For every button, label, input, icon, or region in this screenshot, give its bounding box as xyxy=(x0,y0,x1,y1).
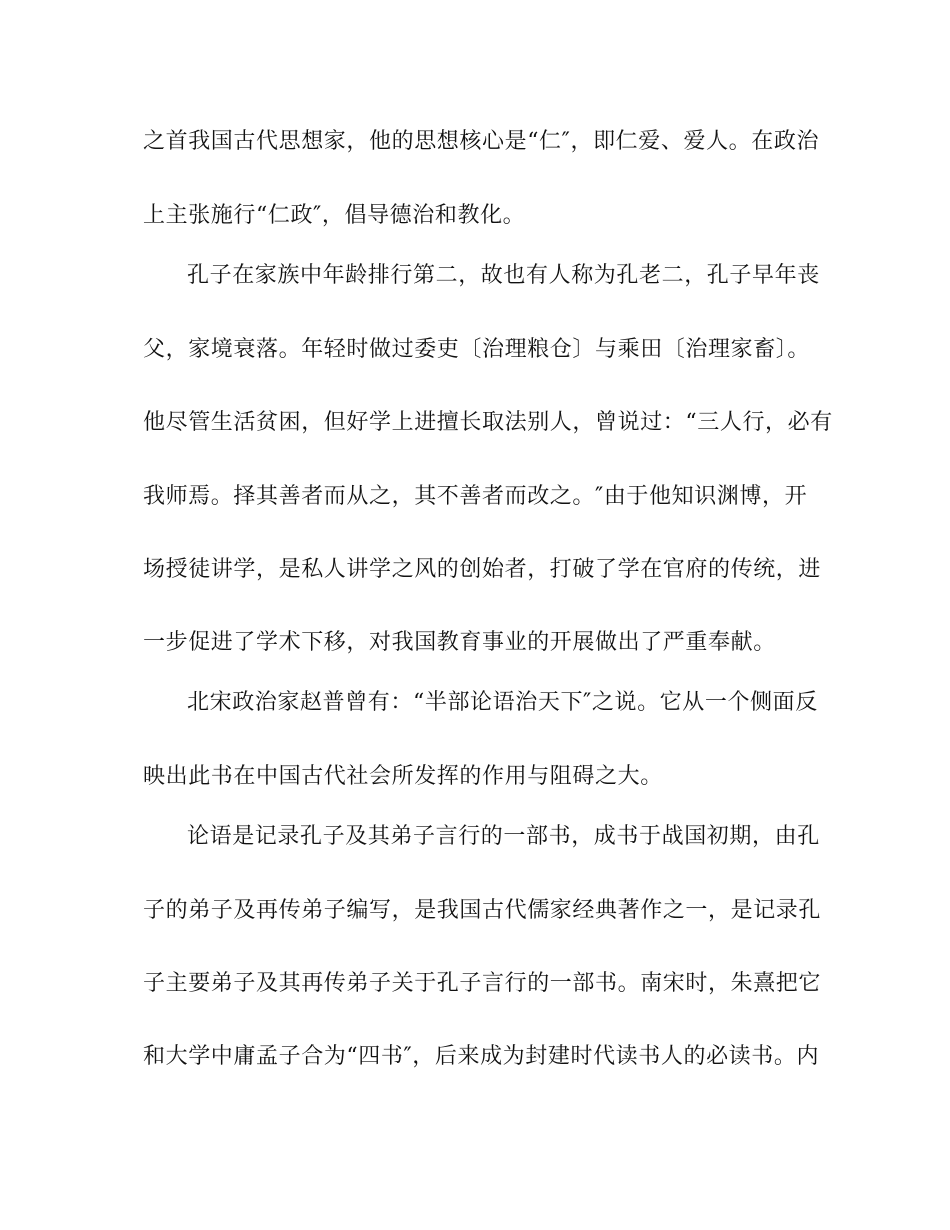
text-line: 我师焉。择其善者而从之，其不善者而改之。″由于他知识渊博，开 xyxy=(143,484,808,509)
text-line: 子的弟子及再传弟子编写，是我国古代儒家经典著作之一，是记录孔 xyxy=(143,898,822,923)
text-line: 一步促进了学术下移，对我国教育事业的开展做出了严重奉献。 xyxy=(143,630,776,655)
paragraph-start-line: 北宋政治家赵普曾有：“半部论语治天下″之说。它从一个侧面反 xyxy=(187,690,818,715)
text-line: 和大学中庸孟子合为“四书″，后来成为封建时代读书人的必读书。内 xyxy=(143,1044,820,1069)
text-line: 子主要弟子及其再传弟子关于孔子言行的一部书。南宋时，朱熹把它 xyxy=(143,971,822,996)
paragraph-start-line: 论语是记录孔子及其弟子言行的一部书，成书于战国初期，由孔 xyxy=(187,824,820,849)
text-line: 父，家境衰落。年轻时做过委吏〔治理粮仓〕与乘田〔治理家畜〕。 xyxy=(143,337,811,362)
text-line: 映出此书在中国古代社会所发挥的作用与阻碍之大。 xyxy=(143,764,663,789)
text-line: 之首我国古代思想家，他的思想核心是“仁″，即仁爱、爱人。在政治 xyxy=(143,129,820,154)
text-line: 场授徒讲学，是私人讲学之风的创始者，打破了学在官府的传统，进 xyxy=(143,557,822,582)
text-line: 上主张施行“仁政″，倡导德治和教化。 xyxy=(143,203,526,228)
text-line: 他尽管生活贫困，但好学上进擅长取法别人，曾说过：“三人行，必有 xyxy=(143,410,833,435)
paragraph-start-line: 孔子在家族中年龄排行第二，故也有人称为孔老二，孔子早年丧 xyxy=(187,263,820,288)
